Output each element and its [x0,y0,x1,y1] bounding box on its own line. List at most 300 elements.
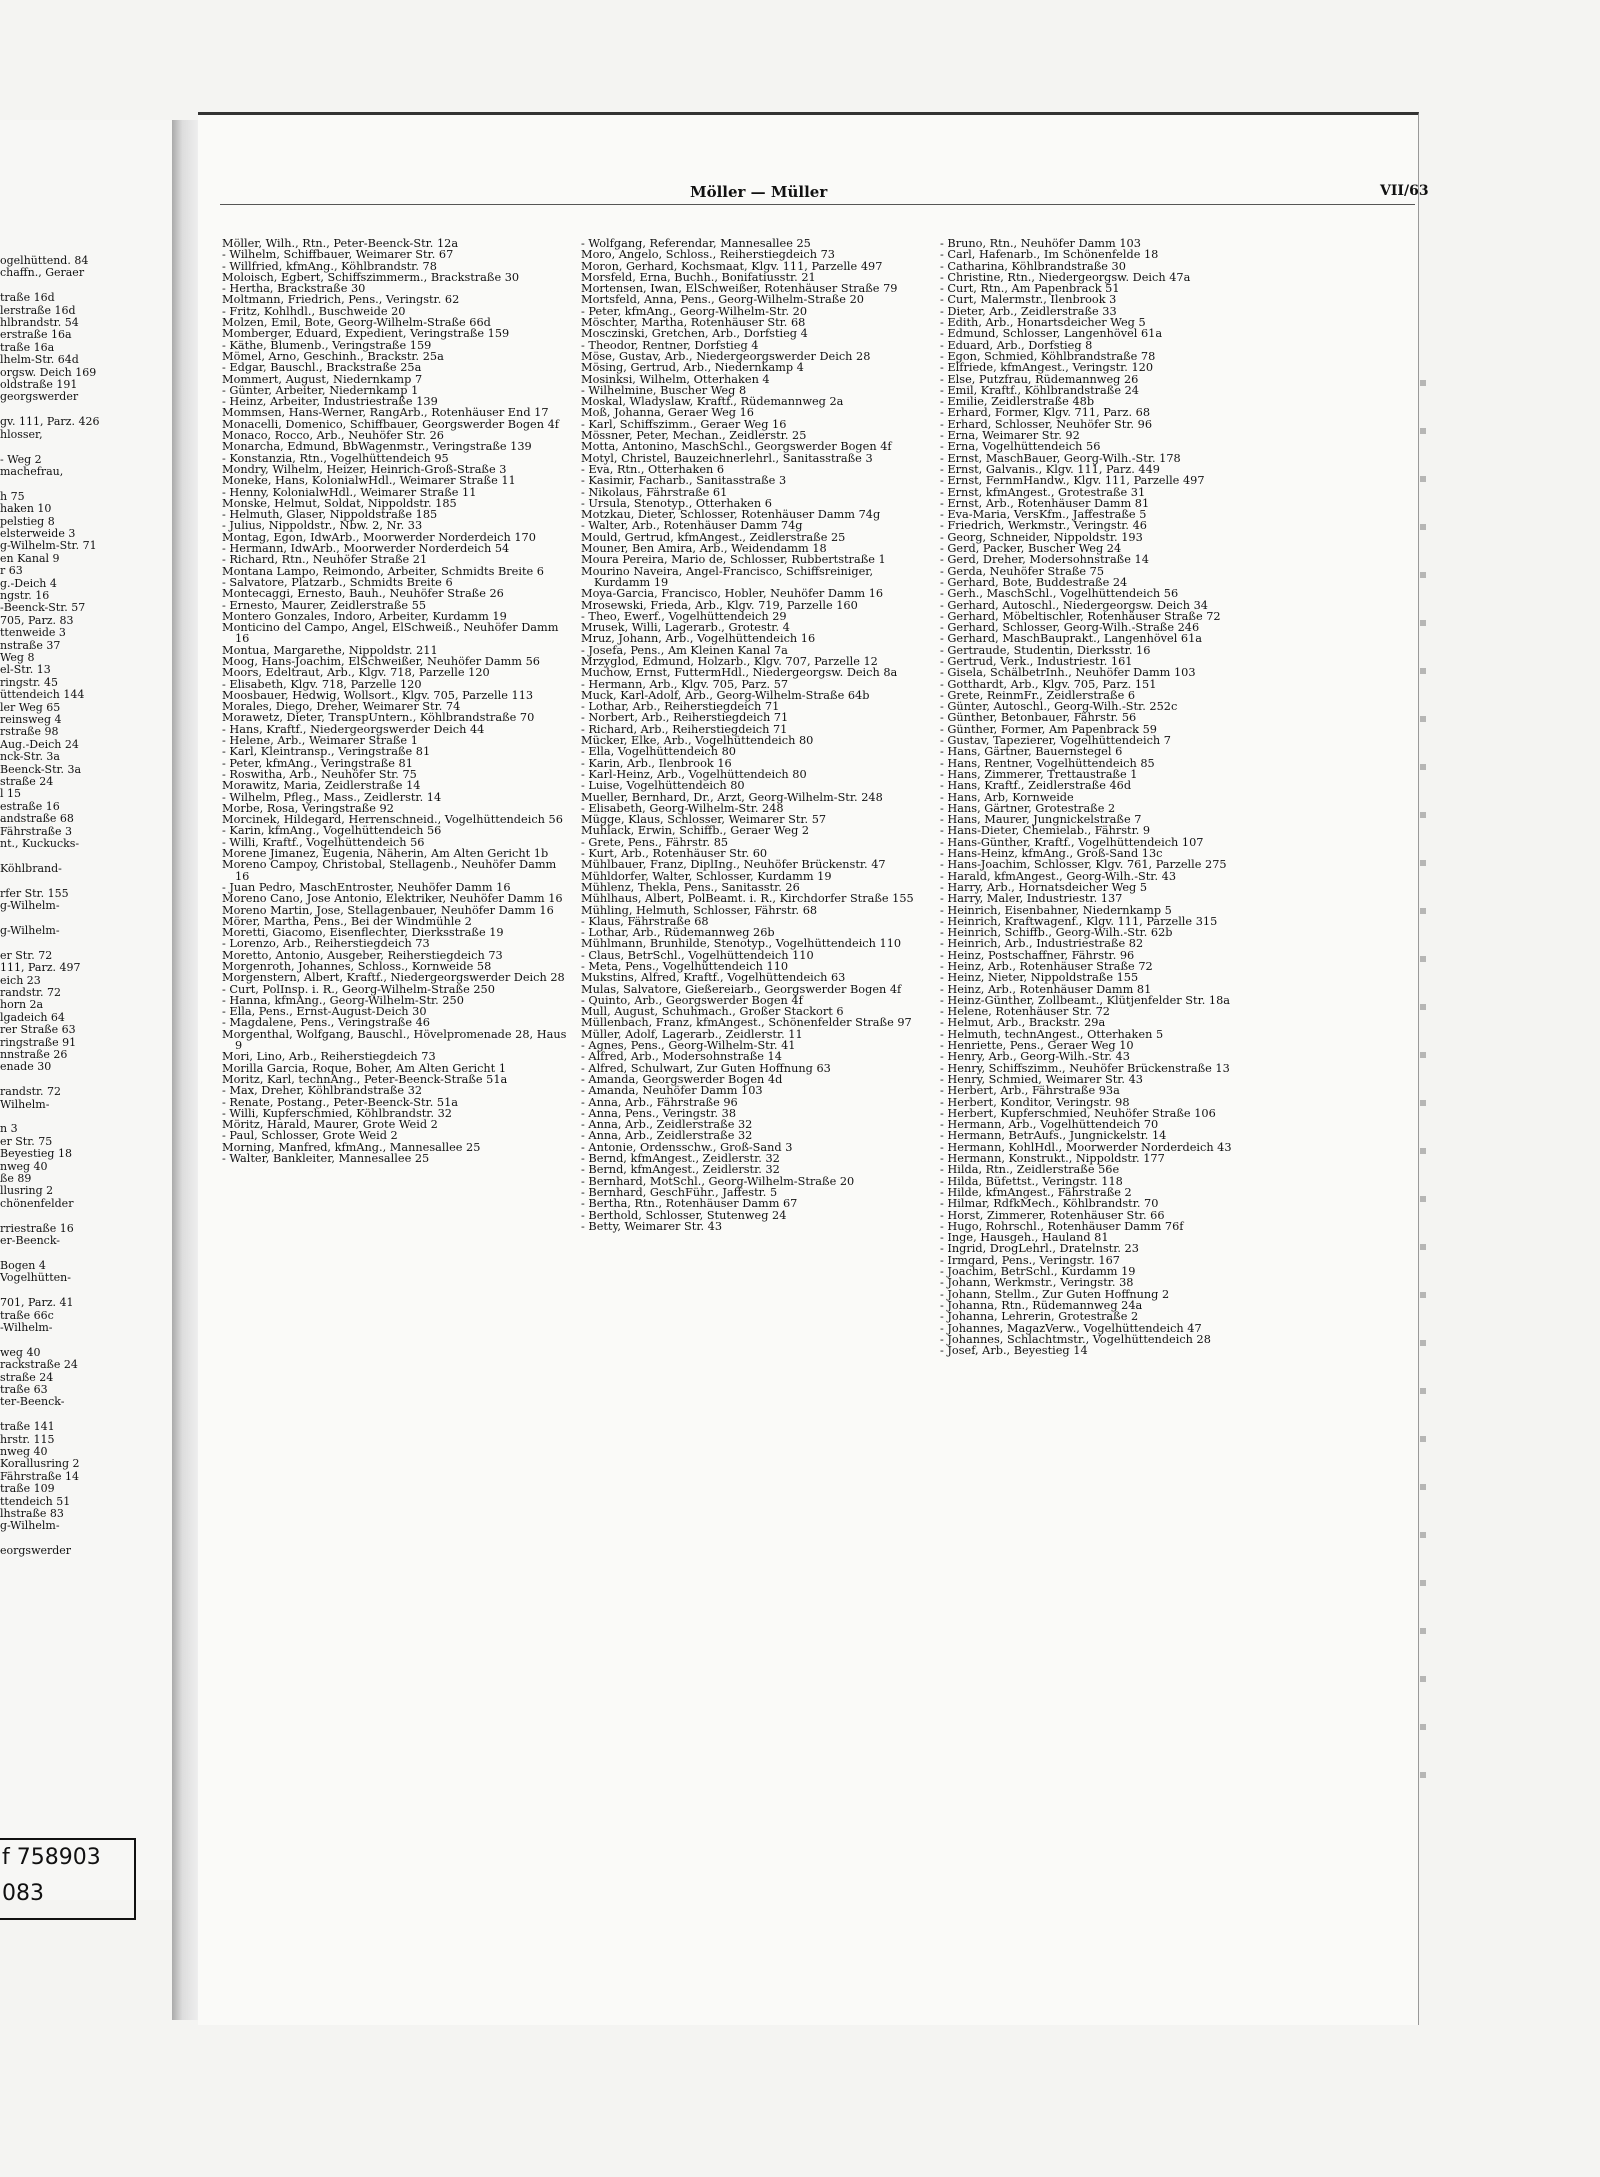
left-page-line: rackstraße 24 [0,1358,78,1372]
directory-entry: - Josef, Arb., Beyestieg 14 [940,1344,1088,1358]
directory-entry: Moskal, Wladyslaw, Kraftf., Rüdemannweg 2a [581,395,844,409]
directory-entry: - Willi, Kraftf., Vogelhüttendeich 56 [222,835,425,849]
left-page-line: g-Wilhelm- [0,923,60,937]
left-page-line: straße 24 [0,1370,54,1384]
directory-entry: Müller, Adolf, Lagerarb., Zeidlerstr. 11 [581,1027,803,1041]
directory-entry: - Inge, Hausgeh., Hauland 81 [940,1231,1109,1245]
directory-entry: Mommert, August, Niedernkamp 7 [222,372,423,386]
directory-entry: Mosinksi, Wilhelm, Otterhaken 4 [581,372,770,386]
directory-entry: - Heinz, Arb., Rotenhäuser Straße 72 [940,960,1153,973]
directory-entry: - Helmuth, technAngest., Otterhaken 5 [940,1027,1164,1041]
directory-entry: - Heinrich, Arb., Industriestraße 82 [940,937,1144,951]
directory-entry: - Gerhard, Bote, Buddestraße 24 [940,575,1128,589]
directory-entry: - Alfred, Arb., Modersohnstraße 14 [581,1050,782,1064]
directory-entry: - Hans-Günther, Kraftf., Vogelhüttendeich 107 [940,835,1204,849]
book-gutter [172,120,198,2020]
directory-entry: Mühldorfer, Walter, Schlosser, Kurdamm 19 [581,869,832,883]
left-page-line: ttenweide 3 [0,626,66,640]
directory-entry: - Gerhard, MaschBauprakt., Langenhövel 61a [940,632,1203,646]
left-page-line [0,1111,172,1123]
directory-entry: Mühling, Helmuth, Schlosser, Fährstr. 68 [581,903,818,917]
left-page-line: nweg 40 [0,1445,48,1458]
directory-entry: - Gerd, Dreher, Modersohnstraße 14 [940,553,1149,567]
left-page-line: machefrau, [0,464,64,478]
directory-entry: - Ella, Vogelhüttendeich 80 [581,745,736,759]
directory-entry: - Elfriede, kfmAngest., Veringstr. 120 [940,361,1154,375]
directory-entry: - Gisela, SchälbetrInh., Neuhöfer Damm 103 [940,666,1196,680]
directory-entry: - Hermann, Arb., Vogelhüttendeich 70 [940,1118,1159,1132]
directory-entry: - Heinz, Arbeiter, Industriestraße 139 [222,395,438,409]
directory-entry: - Henry, Schmied, Weimarer Str. 43 [940,1072,1143,1086]
directory-entry: - Heinz-Günther, Zollbeamt., Klütjenfelder Str. 18a [940,993,1231,1007]
directory-entry: - Bertha, Rtn., Rotenhäuser Damm 67 [581,1197,798,1211]
left-page-line: traße 16a [0,340,55,354]
directory-entry: Mondry, Wilhelm, Heizer, Heinrich-Groß-Straße 3 [222,462,507,476]
left-page-line: traße 66c [0,1308,54,1322]
directory-entry: - Max, Dreher, Köhlbrandstraße 32 [222,1084,423,1098]
directory-entry: Mörer, Martha, Pens., Bei der Windmühle 2 [222,914,472,928]
directory-column-1 [222,238,572,1164]
directory-entry: - Ursula, Stenotyp., Otterhaken 6 [581,496,772,510]
directory-entry: - Heinz, Postschaffner, Fährstr. 96 [940,948,1135,962]
left-page-text [0,255,172,1558]
page-edge-marks [1420,380,1426,1780]
directory-entry: - Ernesto, Maurer, Zeidlerstraße 55 [222,598,427,612]
directory-entry: - Gerh., MaschSchl., Vogelhüttendeich 56 [940,587,1179,601]
stamp-line-2: 083 [2,1881,44,1906]
left-page-line [0,937,172,949]
directory-entry: Moreno Campoy, Christobal, Stellagenb., Neuhöfer Damm 16 [222,858,557,883]
directory-entry: - Grete, ReinmFr., Zeidlerstraße 6 [940,688,1136,702]
directory-entry: - Hans-Joachim, Schlosser, Klgv. 761, Parzelle 275 [940,858,1227,872]
left-page-line: Köhlbrand- [0,861,62,875]
directory-entry: - Salvatore, Platzarb., Schmidts Breite 6 [222,575,453,589]
left-page-line: 111, Parz. 497 [0,961,81,975]
directory-entry: Morgenstern, Albert, Kraftf., Niedergeorgswerder Deich 28 [222,971,565,985]
directory-entry: Mueller, Bernhard, Dr., Arzt, Georg-Wilhelm-Str. 248 [581,790,883,804]
directory-entry: - Johann, Werkmstr., Veringstr. 38 [940,1276,1134,1290]
directory-entry: - Karl-Heinz, Arb., Vogelhüttendeich 80 [581,767,807,781]
directory-entry: Mühlmann, Brunhilde, Stenotyp., Vogelhüttendeich 110 [581,937,902,951]
left-page-line [0,478,172,490]
directory-entry: - Anna, Arb., Zeidlerstraße 32 [581,1118,753,1132]
left-page-line: weg 40 [0,1345,41,1359]
directory-entry: Mösing, Gertrud, Arb., Niedernkamp 4 [581,361,804,375]
directory-entry: - Christine, Rtn., Niedergeorgsw. Deich 47a [940,270,1191,284]
directory-entry: Morgenthal, Wolfgang, Bauschl., Hövelpromenade 28, Haus 9 [222,1027,567,1053]
directory-entry: - Hermann, IdwArb., Moorwerder Norderdeich 54 [222,542,510,556]
directory-entry: - Edith, Arb., Honartsdeicher Weg 5 [940,316,1146,330]
directory-entry: - Anna, Arb., Zeidlerstraße 32 [581,1129,753,1143]
directory-entry: Mühlenz, Thekla, Pens., Sanitasstr. 26 [581,880,800,894]
directory-entry: - Gertraude, Studentin, Dierksstr. 16 [940,643,1151,657]
left-page-line: h 75 [0,489,25,503]
directory-entry: - Henry, Arb., Georg-Wilh.-Str. 43 [940,1050,1130,1064]
left-page-line: ringstraße 91 [0,1035,77,1049]
left-page-line: horn 2a [0,998,44,1012]
directory-entry: Moretto, Antonio, Ausgeber, Reiherstiegdeich 73 [222,948,503,962]
directory-entry: - Paul, Schlosser, Grote Weid 2 [222,1129,398,1143]
directory-entry: Möritz, Harald, Maurer, Grote Weid 2 [222,1118,438,1132]
directory-entry: Monticino del Campo, Angel, ElSchweiß., Neuhöfer Damm 16 [222,621,559,646]
left-page-line: üttendeich 144 [0,688,85,702]
left-page-line: ter-Beenck- [0,1395,65,1409]
directory-entry: - Curt, Malermstr., Ilenbrook 3 [940,293,1117,307]
page-header-title: Möller — Müller [690,183,828,201]
directory-entry: - Hans, Gärtner, Grotestraße 2 [940,801,1116,815]
directory-entry: - Julius, Nippoldstr., Nbw. 2, Nr. 33 [222,519,423,533]
directory-entry: - Hilda, Büfettst., Veringstr. 118 [940,1174,1123,1188]
directory-entry: - Curt, Rtn., Am Papenbrack 51 [940,282,1120,296]
directory-entry: - Grete, Pens., Fährstr. 85 [581,835,729,849]
directory-entry: - Juan Pedro, MaschEntroster, Neuhöfer Damm 16 [222,880,511,894]
directory-entry: - Willfried, kfmAng., Köhlbrandstr. 78 [222,259,437,273]
left-page-line: en Kanal 9 [0,551,60,565]
directory-entry: - Henny, KolonialwHdl., Weimarer Straße 11 [222,485,477,499]
directory-entry: - Helene, Rotenhäuser Str. 72 [940,1005,1110,1019]
left-page-line: Bogen 4 [0,1258,46,1272]
left-page-line: Aug.-Deich 24 [0,737,79,751]
left-page-line: rriestraße 16 [0,1221,74,1235]
left-page-line: er Str. 75 [0,1134,53,1148]
directory-entry: - Johannes, MagazVerw., Vogelhüttendeich 47 [940,1321,1202,1335]
directory-entry: - Heinrich, Kraftwagenf., Klgv. 111, Parzelle 315 [940,914,1218,928]
directory-entry: - Lorenzo, Arb., Reiherstiegdeich 73 [222,937,430,951]
left-page-line: erstraße 16a [0,328,72,342]
directory-entry: - Gertrud, Verk., Industriestr. 161 [940,654,1133,668]
left-page-line: straße 24 [0,775,54,789]
left-page-line: hrstr. 115 [0,1432,55,1446]
directory-entry: Moosbauer, Hedwig, Wollsort., Klgv. 705, Parzelle 113 [222,688,534,702]
directory-entry: - Hertha, Brackstraße 30 [222,282,366,296]
directory-entry: - Bernd, kfmAngest., Zeidlerstr. 32 [581,1152,780,1166]
directory-entry: - Hans, Arb, Kornweide [940,790,1074,804]
directory-entry: - Herbert, Arb., Fährstraße 93a [940,1084,1120,1098]
directory-entry: - Lothar, Arb., Rüdemannweg 26b [581,926,775,940]
left-page-line: Fährstraße 3 [0,824,73,838]
directory-entry: - Eduard, Arb., Dorfstieg 8 [940,338,1093,352]
directory-entry: Mull, August, Schuhmach., Großer Stackort 6 [581,1005,844,1019]
directory-entry: - Elisabeth, Klgv. 718, Parzelle 120 [222,677,422,691]
left-page-line: rfer Str. 155 [0,886,69,900]
left-page-line: oldstraße 191 [0,378,78,392]
directory-entry: - Carl, Hafenarb., Im Schönenfelde 18 [940,248,1159,262]
directory-entry: Moog, Hans-Joachim, ElSchweißer, Neuhöfer Damm 56 [222,654,540,668]
directory-entry: Mortsfeld, Anna, Pens., Georg-Wilhelm-Straße 20 [581,293,864,307]
directory-entry: - Günther, Former, Am Papenbrack 59 [940,722,1157,736]
directory-entry: - Wilhelm, Schiffbauer, Weimarer Str. 67 [222,248,454,262]
directory-entry: - Hermann, Arb., Klgv. 705, Parz. 57 [581,677,789,691]
directory-entry: - Quinto, Arb., Georgswerder Bogen 4f [581,993,803,1007]
directory-entry: - Ernst, FernmHandw., Klgv. 111, Parzelle 497 [940,474,1205,488]
left-page-line [0,1210,172,1222]
directory-entry: - Joachim, BetrSchl., Kurdamm 19 [940,1265,1136,1279]
left-page-line: nt., Kuckucks- [0,837,80,851]
left-page-line: ttendeich 51 [0,1494,71,1508]
left-page-line: Weg 8 [0,651,35,664]
directory-entry: - Heinrich, Schiffb., Georg-Wilh.-Str. 62b [940,926,1173,940]
directory-entry: - Herbert, Konditor, Veringstr. 98 [940,1095,1130,1109]
left-page-line: orgsw. Deich 169 [0,365,97,379]
directory-entry: - Horst, Zimmerer, Rotenhäuser Str. 66 [940,1208,1165,1222]
directory-entry: - Wilhelmine, Buscher Weg 8 [581,383,747,397]
left-page-line: randstr. 72 [0,1085,62,1099]
directory-entry: - Hilda, Rtn., Zeidlerstraße 56e [940,1163,1120,1177]
directory-entry: - Helmuth, Glaser, Nippoldstraße 185 [222,508,438,522]
stamp-line-1: f 758903 [2,1845,101,1870]
directory-entry: Möschter, Martha, Rotenhäuser Str. 68 [581,316,806,330]
left-page-line: georgswerder [0,390,79,404]
directory-entry: - Egon, Schmied, Köhlbrandstraße 78 [940,349,1156,363]
directory-entry: - Claus, BetrSchl., Vogelhüttendeich 110 [581,948,814,962]
directory-entry: Mrosewski, Frieda, Arb., Klgv. 719, Parzelle 160 [581,598,858,612]
left-page-line: lerstraße 16d [0,303,76,317]
directory-entry: Mould, Gertrud, kfmAngest., Zeidlerstraße 25 [581,530,846,544]
directory-entry: - Theodor, Rentner, Dorfstieg 4 [581,338,759,352]
directory-entry: - Amanda, Georgswerder Bogen 4d [581,1072,783,1086]
directory-entry: Morawitz, Maria, Zeidlerstraße 14 [222,779,421,793]
directory-entry: Morene Jimanez, Eugenia, Näherin, Am Alten Gericht 1b [222,847,549,861]
directory-entry: - Karin, Arb., Ilenbrook 16 [581,756,732,770]
directory-entry: - Klaus, Fährstraße 68 [581,914,709,928]
directory-entry: - Emilie, Zeidlerstraße 48b [940,395,1095,409]
directory-entry: - Luise, Vogelhüttendeich 80 [581,779,745,793]
directory-entry: Mömel, Arno, Geschinh., Brackstr. 25a [222,349,444,363]
header-rule [220,204,1415,205]
directory-entry: Mrusek, Willi, Lagerarb., Grotestr. 4 [581,621,790,635]
directory-entry: Muhlack, Erwin, Schiffb., Geraer Weg 2 [581,824,810,838]
left-page-line: eich 23 [0,973,41,987]
directory-entry: - Herbert, Kupferschmied, Neuhöfer Straße 106 [940,1106,1216,1120]
left-page-line: g-Wilhelm- [0,1519,60,1533]
directory-entry: - Gerhard, Schlosser, Georg-Wilh.-Straße 246 [940,621,1200,635]
directory-entry: - Josefa, Pens., Am Kleinen Kanal 7a [581,643,788,657]
directory-entry: - Günter, Arbeiter, Niedernkamp 1 [222,383,419,397]
left-page-line: enade 30 [0,1060,52,1074]
directory-entry: - Erna, Vogelhüttendeich 56 [940,440,1101,454]
directory-entry: Moltmann, Friedrich, Pens., Veringstr. 62 [222,293,460,307]
directory-entry: - Edmund, Schlosser, Langenhövel 61a [940,327,1163,341]
directory-entry: - Amanda, Neuhöfer Damm 103 [581,1084,763,1098]
directory-entry: - Eva-Maria, VersKfm., Jaffestraße 5 [940,508,1147,522]
directory-entry: - Wilhelm, Pfleg., Mass., Zeidlerstr. 14 [222,790,442,804]
directory-entry: Möller, Wilh., Rtn., Peter-Beenck-Str. 12a [222,237,459,250]
left-page-line: l 15 [0,787,22,801]
directory-entry: Monarcha, Edmund, BbWagenmstr., Veringstraße 139 [222,440,532,454]
left-page-line: g-Wilhelm- [0,899,60,913]
left-page-line: Vogelhütten- [0,1271,71,1285]
left-page-line: haken 10 [0,502,52,516]
left-page-line [0,1334,172,1346]
directory-entry: - Johanna, Lehrerin, Grotestraße 2 [940,1310,1139,1324]
directory-entry: - Magdalene, Pens., Veringstraße 46 [222,1016,430,1030]
directory-entry: - Hermann, KohlHdl., Moorwerder Norderdeich 43 [940,1140,1232,1154]
left-page-line: nck-Str. 3a [0,750,60,764]
directory-entry: - Heinz, Nieter, Nippoldstraße 155 [940,971,1139,985]
directory-entry: - Ernst, Galvanis., Klgv. 111, Parz. 449 [940,462,1160,476]
directory-entry: - Ella, Pens., Ernst-August-Deich 30 [222,1005,427,1019]
directory-entry: - Käthe, Blumenb., Veringstraße 159 [222,338,432,352]
left-page-line: lhstraße 83 [0,1507,64,1521]
directory-entry: - Anna, Arb., Fährstraße 96 [581,1095,738,1109]
directory-entry: Müllenbach, Franz, kfmAngest., Schönenfelder Straße 97 [581,1016,912,1030]
directory-entry: - Hermann, BetrAufs., Jungnickelstr. 14 [940,1129,1167,1143]
left-page-line: elsterweide 3 [0,526,76,540]
directory-entry: - Hilde, kfmAngest., Fährstraße 2 [940,1185,1132,1199]
directory-entry: Montecaggi, Ernesto, Bauh., Neuhöfer Straße 26 [222,587,504,601]
directory-entry: - Erna, Weimarer Str. 92 [940,429,1080,443]
left-page-line: er-Beenck- [0,1234,61,1248]
directory-entry: - Ingrid, DrogLehrl., Dratelnstr. 23 [940,1242,1139,1256]
directory-entry: - Willi, Kupferschmied, Köhlbrandstr. 32 [222,1106,452,1120]
directory-entry: - Ernst, kfmAngest., Grotestraße 31 [940,485,1146,499]
left-page-line: nnstraße 26 [0,1048,68,1061]
directory-entry: Monacelli, Domenico, Schiffbauer, Georgswerder Bogen 4f [222,417,559,431]
left-page-line: llusring 2 [0,1184,54,1198]
directory-entry: - Norbert, Arb., Reiherstiegdeich 71 [581,711,789,725]
directory-entry: Monaco, Rocco, Arb., Neuhöfer Str. 26 [222,429,444,443]
left-page-line: reinsweg 4 [0,713,62,727]
left-page-line: Wilhelm- [0,1097,50,1111]
directory-entry: - Bruno, Rtn., Neuhöfer Damm 103 [940,237,1141,250]
left-page-line: 705, Parz. 83 [0,613,74,627]
directory-entry: - Hans, Zimmerer, Trettaustraße 1 [940,767,1138,781]
directory-entry: Montua, Margarethe, Nippoldstr. 211 [222,643,438,657]
directory-entry: Moloisch, Egbert, Schiffszimmerm., Brackstraße 30 [222,270,520,284]
directory-entry: - Alfred, Schulwart, Zur Guten Hoffnung 63 [581,1061,831,1075]
directory-entry: Mühlbauer, Franz, DiplIng., Neuhöfer Brückenstr. 47 [581,858,886,872]
directory-column-3 [940,238,1290,1356]
left-page-line: gv. 111, Parz. 426 [0,415,100,429]
left-page-line: - Weg 2 [0,452,42,466]
directory-entry: Montana Lampo, Reimondo, Arbeiter, Schmidts Breite 6 [222,564,544,578]
directory-entry: - Richard, Rtn., Neuhöfer Straße 21 [222,553,428,567]
directory-entry: - Anna, Pens., Veringstr. 38 [581,1106,737,1120]
left-page-stamp-box [0,1838,136,1920]
directory-entry: Motzkau, Dieter, Schlosser, Rotenhäuser Damm 74g [581,508,881,522]
directory-entry: Mügge, Klaus, Schlosser, Weimarer Str. 57 [581,813,827,827]
left-page-line: r 63 [0,564,23,578]
directory-entry: Mortensen, Iwan, ElSchweißer, Rotenhäuser Straße 79 [581,282,898,296]
directory-entry: - Theo, Ewerf., Vogelhüttendeich 29 [581,609,787,623]
directory-entry: - Elisabeth, Georg-Wilhelm-Str. 248 [581,801,784,815]
directory-entry: - Günther, Betonbauer, Fährstr. 56 [940,711,1137,725]
directory-entry: - Karl, Kleintransp., Veringstraße 81 [222,745,431,759]
directory-entry: - Richard, Arb., Reiherstiegdeich 71 [581,722,788,736]
directory-entry: - Georg, Schneider, Nippoldstr. 193 [940,530,1143,544]
directory-entry: - Peter, kfmAng., Veringstraße 81 [222,756,413,770]
directory-entry: - Wolfgang, Referendar, Mannesallee 25 [581,237,811,250]
directory-entry: Morales, Diego, Dreher, Weimarer Str. 74 [222,700,461,714]
left-page-line [0,875,172,887]
directory-entry: Mosczinski, Gretchen, Arb., Dorfstieg 4 [581,327,808,341]
directory-entry: - Hans, Kraftf., Zeidlerstraße 46d [940,779,1132,793]
directory-entry: - Lothar, Arb., Reiherstiegdeich 71 [581,700,780,714]
directory-entry: Morilla Garcia, Roque, Boher, Am Alten Gericht 1 [222,1061,507,1075]
left-page-line: g.-Deich 4 [0,576,57,590]
directory-entry: - Heinrich, Eisenbahner, Niedernkamp 5 [940,903,1172,917]
directory-entry: - Bernhard, GeschFühr., Jaffestr. 5 [581,1185,778,1199]
left-page-line: rer Straße 63 [0,1023,76,1037]
directory-entry: - Karl, Schiffszimm., Geraer Weg 16 [581,417,787,431]
left-page-line: Beyestieg 18 [0,1147,72,1161]
directory-entry: Morgenroth, Johannes, Schloss., Kornweide 58 [222,960,492,973]
directory-entry: - Agnes, Pens., Georg-Wilhelm-Str. 41 [581,1039,796,1053]
directory-entry: Mücker, Elke, Arb., Vogelhüttendeich 80 [581,734,814,748]
left-page-line: traße 63 [0,1382,48,1396]
directory-entry: Motta, Antonino, MaschSchl., Georgswerder Bogen 4f [581,440,892,454]
left-page-line: 701, Parz. 41 [0,1296,74,1310]
directory-entry: - Johannes, Schlachtmstr., Vogelhüttendeich 28 [940,1332,1211,1346]
directory-entry: - Kurt, Arb., Rotenhäuser Str. 60 [581,847,768,861]
left-page-line: el-Str. 13 [0,663,51,677]
directory-entry: - Karin, kfmAng., Vogelhüttendeich 56 [222,824,442,838]
directory-entry: - Hans-Heinz, kfmAng., Groß-Sand 13c [940,847,1163,861]
directory-entry: Monske, Helmut, Soldat, Nippoldstr. 185 [222,496,457,510]
directory-entry: Mouner, Ben Amira, Arb., Weidendamm 18 [581,542,827,556]
directory-entry: - Harry, Maler, Industriestr. 137 [940,892,1123,906]
left-page-line: eorgswerder [0,1544,72,1558]
directory-entry: Moura Pereira, Mario de, Schlosser, Rubbertstraße 1 [581,553,886,567]
directory-entry: - Harald, kfmAngest., Georg-Wilh.-Str. 43 [940,869,1177,883]
directory-entry: - Hugo, Rohrschl., Rotenhäuser Damm 76f [940,1219,1184,1233]
directory-entry: Mourino Naveira, Angel-Francisco, Schiffsreiniger, Kurdamm 19 [581,564,874,589]
left-page-line: estraße 16 [0,799,60,813]
directory-entry: Muck, Karl-Adolf, Arb., Georg-Wilhelm-Straße 64b [581,688,870,702]
directory-entry: Moron, Gerhard, Kochsmaat, Klgv. 111, Parzelle 497 [581,259,883,273]
directory-entry: - Erhard, Schlosser, Neuhöfer Str. 96 [940,417,1153,431]
directory-entry: - Betty, Weimarer Str. 43 [581,1219,723,1233]
directory-entry: - Else, Putzfrau, Rüdemannweg 26 [940,372,1139,386]
directory-entry: - Irmgard, Pens., Veringstr. 167 [940,1253,1120,1267]
directory-entry: - Walter, Arb., Rotenhäuser Damm 74g [581,519,803,533]
left-page-line: Beenck-Str. 3a [0,762,82,776]
directory-entry: Muchow, Ernst, FuttermHdl., Niedergeorgsw. Deich 8a [581,666,898,680]
directory-entry: - Friedrich, Werkmstr., Veringstr. 46 [940,519,1147,533]
directory-entry: - Günter, Autoschl., Georg-Wilh.-Str. 252c [940,700,1178,714]
directory-entry: - Heinz, Arb., Rotenhäuser Damm 81 [940,982,1152,996]
directory-entry: - Hermann, Konstrukt., Nippoldstr. 177 [940,1152,1165,1166]
directory-entry: - Renate, Postang., Peter-Beenck-Str. 51a [222,1095,459,1109]
directory-entry: - Gerhard, Autoschl., Niedergeorgsw. Deich 34 [940,598,1208,612]
directory-column-2 [581,238,931,1232]
directory-entry: - Harry, Arb., Hornatsdeicher Weg 5 [940,880,1148,894]
directory-entry: Moro, Angelo, Schloss., Reiherstiegdeich 73 [581,248,835,262]
directory-entry: - Eva, Rtn., Otterhaken 6 [581,462,725,476]
directory-entry: Morsfeld, Erna, Buchh., Bonifatiusstr. 21 [581,270,816,284]
left-page-line: pelstieg 8 [0,514,55,528]
directory-entry: - Antonie, Ordensschw., Groß-Sand 3 [581,1140,793,1154]
left-page-fragment [0,120,174,1900]
left-page-line: traße 141 [0,1420,55,1434]
directory-entry: - Hanna, kfmAng., Georg-Wilhelm-Str. 250 [222,993,464,1007]
directory-entry: - Hilmar, RdfkMech., Köhlbrandstr. 70 [940,1197,1159,1211]
left-page-line: chaffn., Geraer [0,266,85,280]
left-page-line: lhelm-Str. 64d [0,353,79,367]
left-page-line: lgadeich 64 [0,1010,65,1024]
directory-entry: Mühlhaus, Albert, PolBeamt. i. R., Kirchdorfer Straße 155 [581,892,914,906]
directory-entry: Montero Gonzales, Indoro, Arbeiter, Kurdamm 19 [222,609,507,623]
directory-entry: - Kasimir, Facharb., Sanitasstraße 3 [581,474,787,488]
directory-entry: Morbe, Rosa, Veringstraße 92 [222,801,394,815]
left-page-line: ße 89 [0,1172,32,1186]
directory-entry: - Johanna, Rtn., Rüdemannweg 24a [940,1298,1143,1312]
directory-entry: - Walter, Bankleiter, Mannesallee 25 [222,1152,430,1166]
directory-entry: - Emil, Kraftf., Köhlbrandstraße 24 [940,383,1139,397]
left-page-line: hlbrandstr. 54 [0,316,79,330]
directory-entry: Mruz, Johann, Arb., Vogelhüttendeich 16 [581,632,816,646]
left-page-line: -Beenck-Str. 57 [0,601,86,615]
